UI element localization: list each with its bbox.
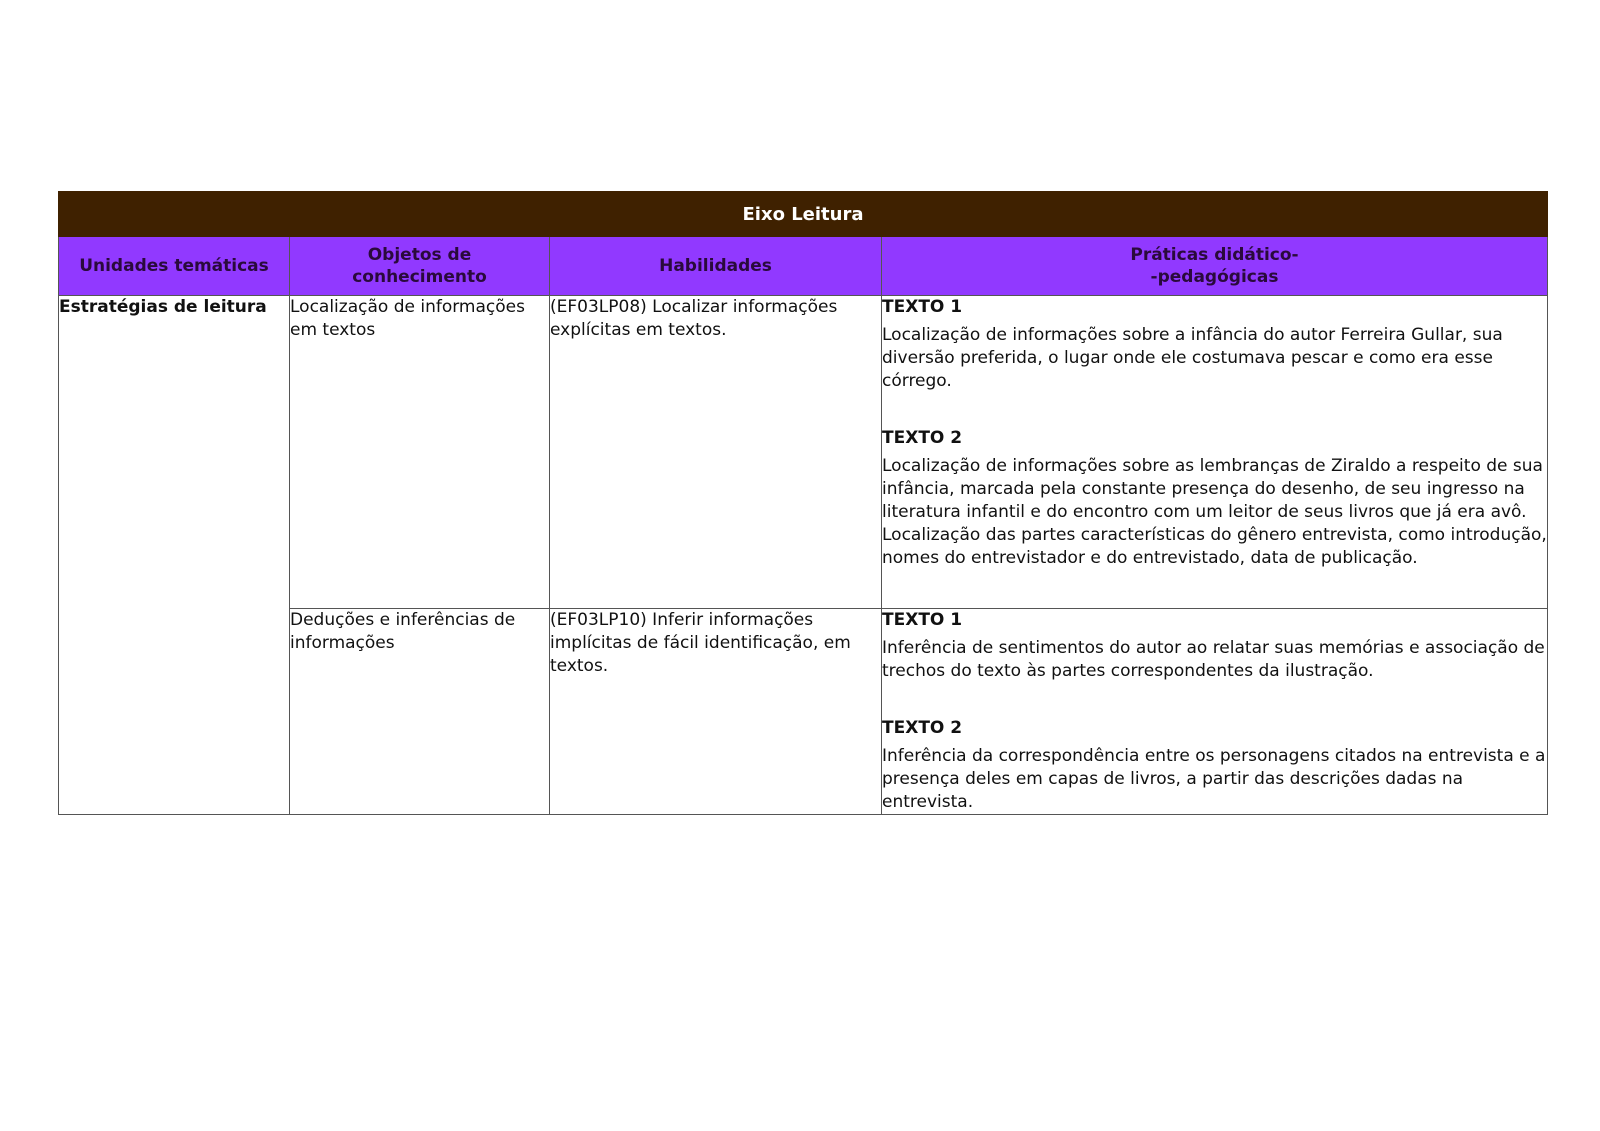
table-row bbox=[59, 296, 1548, 609]
header-praticas-line2: -pedagógicas bbox=[1150, 267, 1279, 287]
unidade-tematica-cell: Estratégias de leitura bbox=[59, 296, 290, 815]
objeto-cell: Localização de informações em textos bbox=[290, 296, 550, 609]
texto-label: TEXTO 2 bbox=[882, 718, 963, 738]
header-habilidades: Habilidades bbox=[550, 237, 882, 296]
header-praticas-line1: Práticas didático- bbox=[1130, 245, 1299, 265]
praticas-cell bbox=[882, 296, 1548, 609]
praticas-cell bbox=[882, 609, 1548, 815]
header-unidades-tematicas: Unidades temáticas bbox=[59, 237, 290, 296]
texto-label: TEXTO 1 bbox=[882, 610, 963, 630]
header-objetos-de-conhecimento: Objetos de conhecimento bbox=[290, 237, 550, 296]
texto-label: TEXTO 2 bbox=[882, 428, 963, 448]
table-title-row bbox=[59, 192, 1548, 237]
table-header-row bbox=[59, 237, 1548, 296]
texto-body: Inferência da correspondência entre os personagens citados na entrevista e a presença deles em capas de livros, a partir das descrições dadas na entrevista. bbox=[882, 746, 1546, 812]
habilidade-cell: (EF03LP08) Localizar informações explícitas em textos. bbox=[550, 296, 882, 609]
habilidade-cell: (EF03LP10) Inferir informações implícitas de fácil identificação, em textos. bbox=[550, 609, 882, 815]
texto-body: Inferência de sentimentos do autor ao relatar suas memórias e associação de trechos do texto às partes correspondentes da ilustração. bbox=[882, 638, 1545, 681]
table-title: Eixo Leitura bbox=[59, 192, 1548, 237]
texto-label: TEXTO 1 bbox=[882, 297, 963, 317]
objeto-cell: Deduções e inferências de informações bbox=[290, 609, 550, 815]
eixo-leitura-table bbox=[58, 191, 1548, 815]
texto-body: Localização de informações sobre a infância do autor Ferreira Gullar, sua diversão preferida, o lugar onde ele costumava pescar e como era esse córrego. bbox=[882, 325, 1503, 391]
texto-body: Localização de informações sobre as lembranças de Ziraldo a respeito de sua infância, marcada pela constante presença do desenho, de seu ingresso na literatura infantil e do encontro com um leitor de seus livros que já era avô. Localização das partes características do gênero entrevista, como introdução, nomes do entrevistador e do entrevistado, data de publicação. bbox=[882, 456, 1547, 568]
header-praticas bbox=[882, 237, 1548, 296]
